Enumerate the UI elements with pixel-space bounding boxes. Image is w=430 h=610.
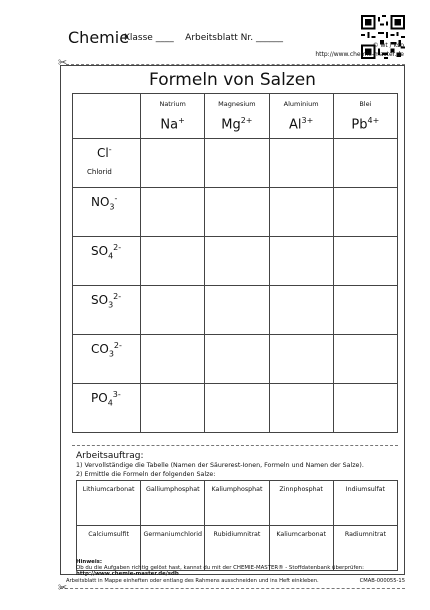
- table-row: [73, 237, 398, 286]
- salt-cell[interactable]: Zinnphosphat: [269, 481, 333, 526]
- formula-cell[interactable]: [269, 335, 333, 384]
- formula-cell[interactable]: [141, 286, 205, 335]
- cation-symbol: $Al^{3+}$: [288, 116, 314, 133]
- task-item-1: 1) Vervollständige die Tabelle (Namen der Säurerest-Ionen, Formeln und Namen der Salze).: [76, 462, 364, 469]
- salt-cell[interactable]: Calciumsulfit: [77, 526, 141, 571]
- website-url: http://www.chemie-master.de: [315, 51, 404, 58]
- section-divider: [72, 445, 398, 446]
- cation-symbol: $Pb^{4+}$: [351, 116, 380, 133]
- formula-cell[interactable]: [333, 237, 397, 286]
- salt-cell[interactable]: Radiumnitrat: [333, 526, 397, 571]
- salt-cell[interactable]: Indiumsulfat: [333, 481, 397, 526]
- anion-sulfite: $SO_3^{2-}$: [73, 286, 141, 335]
- formula-cell[interactable]: [141, 139, 205, 188]
- salt-cell[interactable]: Lithiumcarbonat: [77, 481, 141, 526]
- anion-name: Chlorid: [87, 168, 112, 177]
- formula-cell[interactable]: [269, 286, 333, 335]
- formula-cell[interactable]: [269, 188, 333, 237]
- cation-symbol: $Mg^{2+}$: [221, 116, 253, 133]
- salt-cell[interactable]: Rubidiumnitrat: [205, 526, 269, 571]
- scissors-icon: ✂: [58, 56, 68, 69]
- corner-cell: [73, 94, 141, 139]
- formula-cell[interactable]: [269, 237, 333, 286]
- sheet-code: CMAB-000055-15: [359, 578, 405, 584]
- salt-formula-table: [72, 93, 398, 433]
- formula-cell[interactable]: [141, 335, 205, 384]
- salt-cell[interactable]: Galliumphosphat: [141, 481, 205, 526]
- subject-title: Chemie: [68, 28, 130, 47]
- formula-cell[interactable]: [205, 335, 269, 384]
- task-title: Arbeitsauftrag:: [76, 451, 144, 461]
- cation-name: Natrium: [159, 100, 186, 108]
- anion-chloride: Cl- Chlorid: [73, 139, 141, 188]
- hint-text: Ob du die Aufgaben richtig gelöst hast, kannst du mit der CHEMIE-MASTER® - Stoffdatenbank überprüfen:: [76, 565, 364, 571]
- footer-instruction: Arbeitsblatt in Mappe einheften oder entlang des Rahmens ausschneiden und ins Heft einkleben.: [66, 578, 319, 584]
- cation-name: Blei: [359, 100, 372, 108]
- formula-cell[interactable]: [205, 139, 269, 188]
- cation-header-sodium: [141, 94, 205, 139]
- formula-cell[interactable]: [141, 237, 205, 286]
- class-and-sheet-label: [124, 33, 283, 43]
- table-row: [73, 286, 398, 335]
- class-label: Klasse ____: [124, 33, 174, 43]
- cut-line-bottom: [60, 588, 405, 589]
- table-row: [73, 139, 398, 188]
- table-row: [77, 526, 398, 571]
- formula-cell[interactable]: [141, 188, 205, 237]
- anion-nitrate: $NO_3^-$: [73, 188, 141, 237]
- formula-cell[interactable]: [269, 139, 333, 188]
- formula-cell[interactable]: [333, 286, 397, 335]
- salt-cell[interactable]: Kaliumcarbonat: [269, 526, 333, 571]
- formula-cell[interactable]: [205, 286, 269, 335]
- sheet-label: Arbeitsblatt Nr. ______: [185, 33, 283, 43]
- table-row: [73, 335, 398, 384]
- formula-cell[interactable]: [205, 237, 269, 286]
- salt-cell[interactable]: Germaniumchlorid: [141, 526, 205, 571]
- cation-header-magnesium: [205, 94, 269, 139]
- task-item-2: 2) Ermittle die Formeln der folgenden Salze:: [76, 471, 216, 478]
- anion-carbonate: $CO_3^{2-}$: [73, 335, 141, 384]
- formula-cell[interactable]: [333, 188, 397, 237]
- formula-cell[interactable]: [269, 384, 333, 433]
- table-row: [77, 481, 398, 526]
- cation-header-aluminium: [269, 94, 333, 139]
- salt-names-table: [76, 480, 398, 571]
- scissors-icon: ✂: [58, 581, 68, 594]
- worksheet-title: Formeln von Salzen: [149, 70, 316, 90]
- formula-cell[interactable]: [333, 384, 397, 433]
- table-row: [73, 188, 398, 237]
- formula-cell[interactable]: [205, 384, 269, 433]
- cation-name: Magnesium: [218, 100, 256, 108]
- formula-cell[interactable]: [333, 335, 397, 384]
- formula-cell[interactable]: [333, 139, 397, 188]
- hint-title: Hinweis:: [76, 559, 103, 565]
- salt-cell[interactable]: Kaliumphosphat: [205, 481, 269, 526]
- cation-name: Aluminium: [283, 100, 319, 108]
- formula-cell[interactable]: [205, 188, 269, 237]
- formula-cell[interactable]: [141, 384, 205, 433]
- anion-sulfate: $SO_4^{2-}$: [73, 237, 141, 286]
- cation-symbol: Na+: [160, 116, 185, 133]
- cation-header-lead: [333, 94, 397, 139]
- copyright-note: © wt / ksp: [372, 42, 404, 49]
- table-row: [73, 384, 398, 433]
- anion-phosphate: $PO_4^{3-}$: [73, 384, 141, 433]
- hint-link[interactable]: http://www.chemie-master.de/sdb: [76, 571, 179, 577]
